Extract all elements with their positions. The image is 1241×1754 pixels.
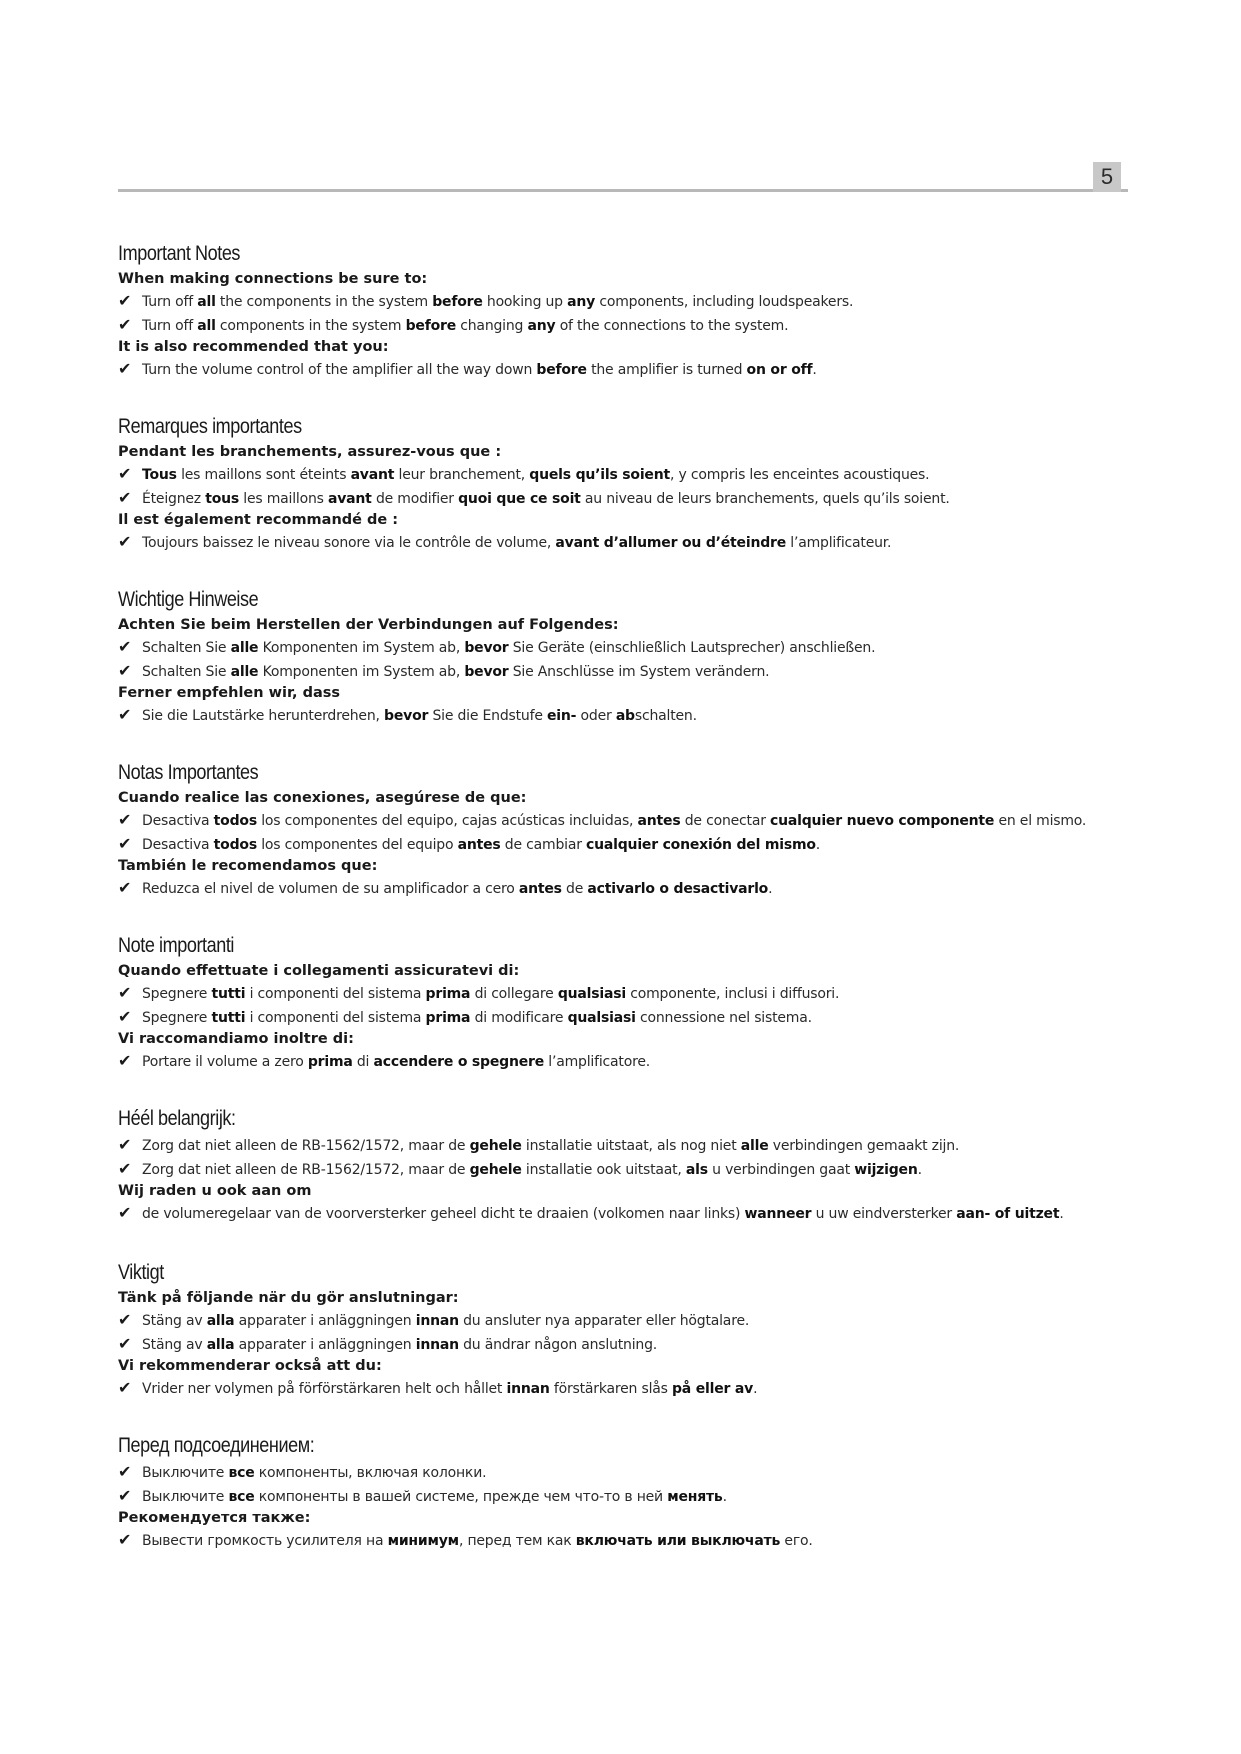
body-text: .	[917, 1161, 922, 1178]
checkmark-icon: ✔	[118, 1051, 132, 1070]
bullet-item	[118, 1158, 1118, 1182]
body-text: de modifier	[371, 490, 459, 507]
bullet-item	[118, 877, 1118, 901]
emphasis-text: activarlo o desactivarlo	[587, 881, 769, 897]
body-text: du ansluter nya apparater eller högtalare.	[458, 1313, 750, 1329]
bullet-item	[118, 1006, 1118, 1030]
header-rule	[118, 189, 1128, 192]
emphasis-text: all	[197, 294, 216, 310]
bullet-item	[118, 1377, 1118, 1401]
notes-section	[118, 1260, 1118, 1401]
bullet-item	[118, 463, 1118, 487]
body-text: Sie die Lautstärke herunterdrehen,	[142, 708, 385, 724]
bullet-item	[118, 531, 1118, 555]
body-text: Zorg dat niet alleen de RB-1562/1572, maar de	[142, 1161, 470, 1178]
checkmark-icon: ✔	[118, 1333, 132, 1353]
body-text: Zorg dat niet alleen de RB-1562/1572, maar de	[142, 1138, 470, 1154]
emphasis-text: tutti	[211, 986, 246, 1002]
emphasis-text: alla	[206, 1336, 235, 1353]
notes-section	[118, 587, 1118, 728]
checkmark-icon: ✔	[118, 1462, 132, 1481]
emphasis-text: before	[405, 317, 457, 334]
section-title: Notas Importantes	[118, 761, 259, 784]
emphasis-text: bevor	[464, 640, 509, 656]
body-text: di modificare	[470, 1009, 568, 1026]
checkmark-icon: ✔	[118, 1485, 132, 1505]
body-text: Sie Anschlüsse im System verändern.	[508, 663, 770, 680]
body-text: Vrider ner volymen på förförstärkaren helt och hållet	[142, 1381, 507, 1397]
body-text: los componentes del equipo	[256, 836, 458, 853]
body-text: los componentes del equipo, cajas acústicas incluidas,	[256, 813, 638, 829]
notes-section	[118, 1106, 1118, 1226]
body-text: .	[768, 881, 773, 897]
emphasis-text: innan	[506, 1381, 550, 1397]
section-title: Héél belangrijk:	[118, 1107, 236, 1130]
checkmark-icon: ✔	[118, 1135, 132, 1154]
body-text: components in the system	[215, 317, 406, 334]
checkmark-icon: ✔	[118, 983, 132, 1002]
emphasis-text: before	[432, 294, 483, 310]
body-text: de cambiar	[500, 836, 587, 853]
bullet-item	[118, 660, 1118, 684]
body-text: förstärkaren slås	[549, 1381, 672, 1397]
body-text: Komponenten im System ab,	[258, 663, 465, 680]
emphasis-text: all	[197, 317, 216, 334]
emphasis-text: quels qu’ils soient	[529, 467, 670, 483]
emphasis-text: antes	[457, 836, 501, 853]
body-text: Turn the volume control of the amplifier all the way down	[142, 362, 537, 378]
bullet-item	[118, 982, 1118, 1006]
body-text: Stäng av	[142, 1336, 207, 1353]
notes-section	[118, 760, 1118, 901]
bullet-item	[118, 636, 1118, 660]
section-title: Wichtige Hinweise	[118, 588, 259, 611]
emphasis-text: все	[228, 1465, 255, 1481]
emphasis-text: ein-	[547, 708, 577, 724]
emphasis-text: antes	[637, 813, 681, 829]
body-text: Выключите	[142, 1488, 229, 1505]
emphasis-text: менять	[667, 1488, 723, 1505]
checkmark-icon: ✔	[118, 359, 132, 378]
body-text: Spegnere	[142, 1009, 212, 1026]
body-text: Вывести громкость усилителя на	[142, 1533, 388, 1549]
body-text: .	[753, 1381, 758, 1397]
body-text: Toujours baissez le niveau sonore via le contrôle de volume,	[142, 535, 556, 551]
body-text: , y compris les enceintes acoustiques.	[670, 467, 930, 483]
body-text: l’amplificatore.	[544, 1054, 650, 1070]
subheading: Il est également recommandé de :	[118, 512, 399, 528]
notes-section	[118, 933, 1118, 1074]
body-text: .	[722, 1488, 727, 1505]
bullet-item	[118, 1529, 1118, 1553]
body-text: i componenti del sistema	[245, 1009, 426, 1026]
checkmark-icon: ✔	[118, 878, 132, 897]
emphasis-text: cualquier nuevo componente	[770, 813, 995, 829]
body-text: Stäng av	[142, 1313, 207, 1329]
body-text: the components in the system	[215, 294, 433, 310]
body-text: u uw eindversterker	[811, 1206, 957, 1222]
bullet-item	[118, 1485, 1118, 1509]
body-text: of the connections to the system.	[555, 317, 789, 334]
bullet-item	[118, 290, 1118, 314]
section-title: Note importanti	[118, 934, 235, 957]
body-text: Desactiva	[142, 813, 214, 829]
checkmark-icon: ✔	[118, 1310, 132, 1329]
subheading: Vi rekommenderar också att du:	[118, 1358, 382, 1374]
checkmark-icon: ✔	[118, 464, 132, 483]
emphasis-text: antes	[518, 881, 562, 897]
emphasis-text: минимум	[387, 1533, 459, 1549]
emphasis-text: bevor	[464, 663, 509, 680]
notes-section	[118, 1433, 1118, 1553]
checkmark-icon: ✔	[118, 660, 132, 680]
emphasis-text: tous	[205, 490, 240, 507]
bullet-item	[118, 809, 1118, 833]
body-text: apparater i anläggningen	[234, 1336, 416, 1353]
body-text: du ändrar någon anslutning.	[458, 1336, 658, 1353]
section-title: Important Notes	[118, 242, 241, 265]
body-text: de volumeregelaar van de voorversterker geheel dicht te draaien (volkomen naar links)	[142, 1206, 745, 1222]
body-text: .	[815, 836, 821, 853]
emphasis-text: tutti	[211, 1009, 246, 1026]
emphasis-text: på eller av	[671, 1381, 754, 1397]
body-text: schalten.	[634, 708, 697, 724]
body-text: компоненты, включая колонки.	[254, 1465, 487, 1481]
subheading: When making connections be sure to:	[118, 271, 428, 287]
checkmark-icon: ✔	[118, 1378, 132, 1397]
body-text: verbindingen gemaakt zijn.	[768, 1138, 960, 1154]
subheading: Рекомендуется также:	[118, 1510, 311, 1526]
body-text: Reduzca el nivel de volumen de su amplificador a cero	[142, 881, 519, 897]
body-text: Schalten Sie	[142, 663, 231, 680]
bullet-item	[118, 358, 1118, 382]
body-text: de conectar	[680, 813, 771, 829]
body-text: Turn off	[142, 317, 198, 334]
checkmark-icon: ✔	[118, 833, 132, 853]
subheading: Achten Sie beim Herstellen der Verbindungen auf Folgendes:	[118, 617, 619, 633]
emphasis-text: wijzigen	[854, 1161, 918, 1178]
emphasis-text: on or off	[746, 362, 813, 378]
body-text: oder	[576, 708, 616, 724]
checkmark-icon: ✔	[118, 810, 132, 829]
emphasis-text: accendere o spegnere	[373, 1054, 545, 1070]
section-title: Remarques importantes	[118, 415, 302, 438]
body-text: en el mismo.	[994, 813, 1087, 829]
emphasis-text: avant	[350, 467, 395, 483]
emphasis-text: innan	[415, 1336, 459, 1353]
body-text: apparater i anläggningen	[234, 1313, 416, 1329]
body-text: Turn off	[142, 294, 198, 310]
emphasis-text: before	[536, 362, 587, 378]
bullet-item	[118, 1461, 1118, 1485]
bullet-item	[118, 487, 1118, 511]
body-text: Sie Geräte (einschließlich Lautsprecher) anschließen.	[508, 640, 876, 656]
subheading: Pendant les branchements, assurez-vous que :	[118, 444, 502, 460]
emphasis-text: все	[228, 1488, 255, 1505]
emphasis-text: alle	[740, 1138, 769, 1154]
body-text: компоненты в вашей системе, прежде чем что-то в ней	[254, 1488, 668, 1505]
body-text: Éteignez	[142, 490, 206, 507]
bullet-item	[118, 1134, 1118, 1158]
bullet-item	[118, 314, 1118, 338]
body-text: u verbindingen gaat	[707, 1161, 855, 1178]
subheading: Wij raden u ook aan om	[118, 1183, 312, 1199]
emphasis-text: Tous	[142, 467, 177, 483]
subheading: Cuando realice las conexiones, asegúrese de que:	[118, 790, 527, 806]
emphasis-text: gehele	[469, 1138, 522, 1154]
body-text: hooking up	[482, 294, 568, 310]
emphasis-text: bevor	[384, 708, 429, 724]
emphasis-text: any	[527, 317, 556, 334]
checkmark-icon: ✔	[118, 637, 132, 656]
section-title: Перед подсоединением:	[118, 1434, 315, 1457]
body-text: componente, inclusi i diffusori.	[625, 986, 840, 1002]
subheading: Vi raccomandiamo inoltre di:	[118, 1031, 354, 1047]
emphasis-text: qualsiasi	[567, 1009, 636, 1026]
body-text: connessione nel sistema.	[635, 1009, 812, 1026]
emphasis-text: innan	[415, 1313, 459, 1329]
body-text: di	[352, 1054, 374, 1070]
checkmark-icon: ✔	[118, 532, 132, 551]
subheading: It is also recommended that you:	[118, 339, 389, 355]
bullet-item	[118, 1333, 1118, 1357]
bullet-item	[118, 1202, 1118, 1226]
body-text: Portare il volume a zero	[142, 1054, 308, 1070]
body-text: Desactiva	[142, 836, 214, 853]
checkmark-icon: ✔	[118, 705, 132, 724]
emphasis-text: alle	[230, 663, 259, 680]
body-text: changing	[456, 317, 528, 334]
body-text: Komponenten im System ab,	[258, 640, 465, 656]
checkmark-icon: ✔	[118, 487, 132, 507]
checkmark-icon: ✔	[118, 1158, 132, 1178]
emphasis-text: todos	[213, 813, 257, 829]
body-text: leur branchement,	[394, 467, 530, 483]
notes-section	[118, 241, 1118, 382]
checkmark-icon: ✔	[118, 314, 132, 334]
body-text: .	[812, 362, 817, 378]
checkmark-icon: ✔	[118, 1530, 132, 1549]
body-text: Sie die Endstufe	[428, 708, 547, 724]
body-text: de	[561, 881, 588, 897]
emphasis-text: cualquier conexión del mismo	[586, 836, 816, 853]
body-text: les maillons sont éteints	[176, 467, 351, 483]
emphasis-text: prima	[425, 986, 471, 1002]
emphasis-text: todos	[213, 836, 257, 853]
body-text: i componenti del sistema	[245, 986, 426, 1002]
body-text: installatie ook uitstaat,	[521, 1161, 686, 1178]
page-number: 5	[1093, 162, 1121, 192]
body-text: l’amplificateur.	[786, 535, 892, 551]
emphasis-text: qualsiasi	[557, 986, 626, 1002]
emphasis-text: avant	[328, 490, 372, 507]
section-title: Viktigt	[118, 1261, 164, 1284]
checkmark-icon: ✔	[118, 1006, 132, 1026]
bullet-item	[118, 1309, 1118, 1333]
body-text: components, including loudspeakers.	[595, 294, 854, 310]
bullet-item	[118, 833, 1118, 857]
subheading: Quando effettuate i collegamenti assicuratevi di:	[118, 963, 520, 979]
body-text: Spegnere	[142, 986, 212, 1002]
emphasis-text: avant d’allumer ou d’éteindre	[555, 535, 787, 551]
subheading: Tänk på följande när du gör anslutningar:	[118, 1290, 459, 1306]
body-text: les maillons	[239, 490, 328, 507]
emphasis-text: prima	[307, 1054, 353, 1070]
body-text: di collegare	[470, 986, 558, 1002]
body-text: the amplifier is turned	[586, 362, 747, 378]
emphasis-text: quoi que ce soit	[458, 490, 581, 507]
emphasis-text: alle	[230, 640, 259, 656]
emphasis-text: aan- of uitzet	[956, 1206, 1060, 1222]
subheading: También le recomendamos que:	[118, 858, 378, 874]
emphasis-text: ab	[615, 708, 635, 724]
body-text: au niveau de leurs branchements, quels qu’ils soient.	[580, 490, 950, 507]
body-text: Schalten Sie	[142, 640, 231, 656]
emphasis-text: prima	[425, 1009, 471, 1026]
body-text: installatie uitstaat, als nog niet	[521, 1138, 741, 1154]
notes-section	[118, 414, 1118, 555]
body-text: его.	[780, 1533, 813, 1549]
emphasis-text: alla	[206, 1313, 235, 1329]
emphasis-text: als	[685, 1161, 708, 1178]
bullet-item	[118, 1050, 1118, 1074]
checkmark-icon: ✔	[118, 1203, 132, 1222]
checkmark-icon: ✔	[118, 291, 132, 310]
subheading: Ferner empfehlen wir, dass	[118, 685, 340, 701]
emphasis-text: включать или выключать	[575, 1533, 781, 1549]
bullet-item	[118, 704, 1118, 728]
body-text: Выключите	[142, 1465, 229, 1481]
emphasis-text: gehele	[469, 1161, 522, 1178]
body-text: .	[1059, 1206, 1064, 1222]
emphasis-text: any	[567, 294, 596, 310]
emphasis-text: wanneer	[744, 1206, 812, 1222]
body-text: , перед тем как	[458, 1533, 576, 1549]
